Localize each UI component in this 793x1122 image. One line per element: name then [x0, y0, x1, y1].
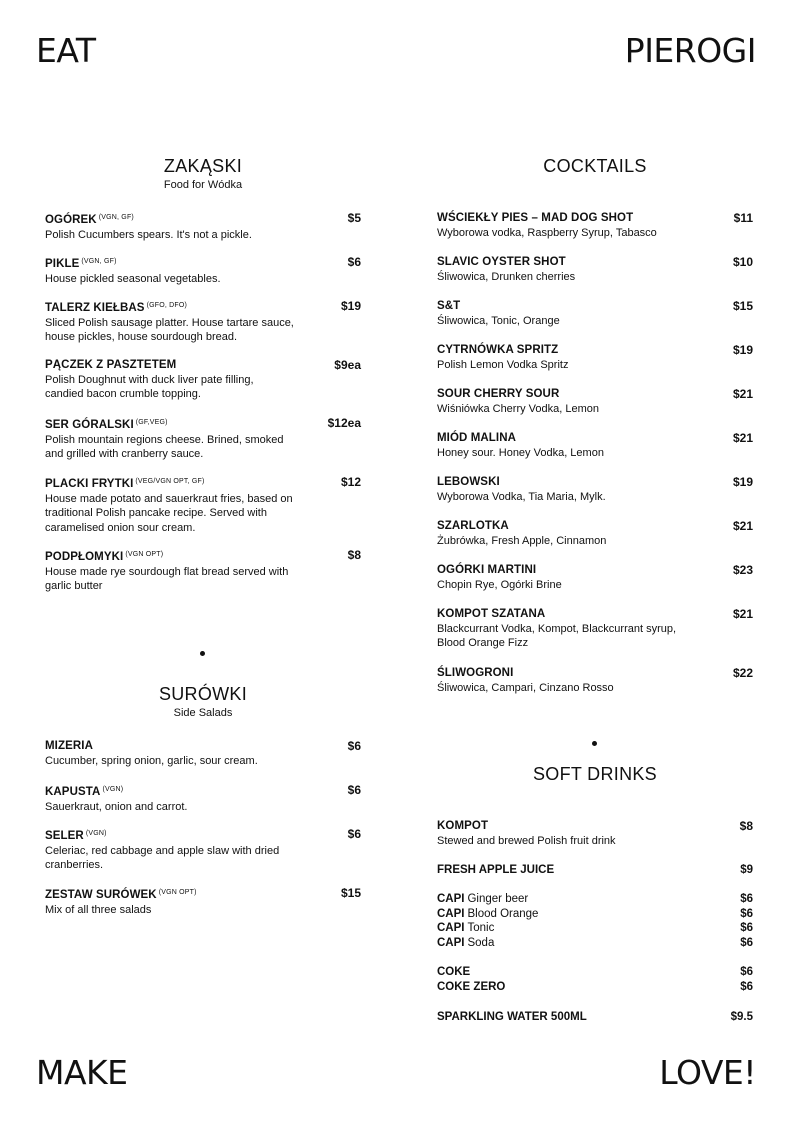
item-name-text: KAPUSTA	[45, 786, 101, 798]
diet-tag: (GF,VEG)	[135, 419, 168, 426]
item-description: Wiśniówka Cherry Vodka, Lemon	[437, 402, 600, 415]
section-subtitle: Food for Wódka	[163, 179, 243, 191]
menu-item	[45, 548, 361, 594]
item-price: $15	[732, 299, 753, 313]
item-description: Chopin Rye, Ogórki Brine	[437, 578, 562, 591]
menu-item	[437, 475, 753, 504]
item-price: $23	[732, 563, 753, 577]
item-description: Śliwowica, Drunken cherries	[437, 270, 576, 283]
menu-line	[437, 907, 753, 922]
item-name-text: PODPŁOMYKI	[45, 551, 124, 563]
item-price: $6	[740, 907, 753, 920]
menu-item	[437, 299, 753, 328]
menu-item	[437, 431, 753, 460]
item-name: OGÓRKI MARTINI	[437, 564, 537, 576]
menu-item	[45, 475, 361, 535]
menu-item	[437, 819, 753, 848]
item-name: SPARKLING WATER 500ML	[437, 1011, 587, 1023]
menu-item	[437, 519, 753, 548]
item-price: $9.5	[730, 1011, 753, 1023]
item-name-text: OGÓREK	[45, 214, 97, 226]
menu-item	[437, 387, 753, 416]
corner-word-top-right: PIEROGI	[624, 31, 756, 70]
capi-group	[437, 892, 753, 950]
section-header	[45, 683, 361, 720]
item-description: Wyborowa Vodka, Tia Maria, Mylk.	[437, 490, 606, 503]
item-name: LEBOWSKI	[437, 476, 500, 488]
item-price: $6	[740, 936, 753, 949]
item-description: Celeriac, red cabbage and apple slaw with dried cranberries.	[45, 844, 280, 871]
menu-item	[437, 255, 753, 284]
item-name-text: PIKLE	[45, 258, 80, 270]
variant-name: Ginger beer	[467, 893, 529, 905]
item-name	[45, 783, 336, 800]
item-description: Żubrówka, Fresh Apple, Cinnamon	[437, 534, 607, 547]
item-description: Mix of all three salads	[45, 903, 152, 916]
item-price: $21	[732, 387, 753, 401]
menu-item	[437, 343, 753, 372]
menu-item	[45, 416, 361, 462]
menu-item	[45, 827, 361, 873]
menu-line	[437, 1010, 753, 1025]
item-price: $19	[732, 343, 753, 357]
item-price: $6	[740, 893, 753, 905]
menu-item	[45, 211, 361, 242]
soft-drinks-section	[437, 763, 753, 785]
item-price: $6	[740, 922, 753, 934]
item-price: $11	[733, 211, 753, 225]
item-price: $6	[347, 827, 361, 841]
variant-name: Tonic	[467, 922, 495, 934]
item-price: $22	[732, 666, 753, 680]
item-price: $8	[739, 819, 753, 833]
surowki-section	[45, 683, 361, 720]
item-name	[45, 416, 295, 433]
item-name-text: PĄCZEK Z PASZTETEM	[45, 359, 177, 371]
corner-word-bottom-left: MAKE	[36, 1053, 128, 1092]
menu-item	[437, 211, 753, 240]
item-price: $5	[347, 211, 361, 225]
diet-tag: (GFO, DFO)	[146, 302, 188, 309]
diet-tag: (VGN)	[102, 786, 124, 793]
zakaski-section	[45, 155, 361, 192]
menu-line	[437, 980, 753, 995]
item-price: $6	[347, 255, 361, 269]
menu-item	[437, 563, 753, 592]
item-name-text: PLACKI FRYTKI	[45, 478, 134, 490]
item-name-text: SELER	[45, 830, 84, 842]
section-header	[45, 155, 361, 192]
section-header	[437, 763, 753, 785]
section-divider-dot	[592, 741, 597, 746]
diet-tag: (VGN, GF)	[81, 258, 117, 265]
variant-name: Blood Orange	[467, 907, 539, 920]
item-name-text: TALERZ KIEŁBAS	[45, 302, 145, 314]
item-name	[45, 299, 295, 316]
cocktails-section	[437, 155, 753, 177]
item-name	[45, 548, 307, 565]
coke-group	[437, 965, 753, 994]
item-price: $6	[740, 966, 753, 978]
item-price: $10	[732, 255, 753, 269]
item-name	[45, 255, 336, 272]
item-description: Polish Doughnut with duck liver pate filling, candied bacon crumble topping.	[45, 373, 254, 400]
menu-item	[45, 299, 361, 345]
item-price: $19	[340, 299, 361, 313]
item-price: $21	[732, 519, 753, 533]
item-description: Polish Cucumbers spears. It's not a pickle.	[45, 228, 252, 241]
diet-tag: (VEG/VGN OPT, GF)	[135, 478, 205, 485]
menu-item	[45, 783, 361, 814]
menu-line	[437, 965, 753, 980]
menu-line	[437, 863, 753, 878]
item-name: KOMPOT SZATANA	[437, 608, 546, 620]
menu-line	[437, 936, 753, 951]
menu-line	[437, 921, 753, 936]
menu-item	[45, 886, 361, 917]
item-name	[45, 827, 305, 844]
item-price: $12	[340, 475, 361, 489]
item-name	[45, 886, 329, 903]
item-description: Śliwowica, Tonic, Orange	[437, 314, 560, 327]
item-name: SZARLOTKA	[437, 520, 509, 532]
item-price: $6	[347, 739, 361, 753]
item-price: $21	[732, 607, 753, 621]
section-title: ZAKĄSKI	[163, 156, 243, 176]
item-name: S&T	[437, 300, 461, 312]
brand-name: CAPI	[437, 907, 465, 920]
item-name: FRESH APPLE JUICE	[437, 864, 555, 876]
item-name-text: ZESTAW SURÓWEK	[45, 889, 157, 901]
diet-tag: (VGN OPT)	[125, 551, 164, 558]
item-description: Cucumber, spring onion, garlic, sour cream.	[45, 754, 258, 767]
item-description: Honey sour. Honey Vodka, Lemon	[437, 446, 604, 459]
variant-name: Soda	[467, 936, 495, 949]
section-title: SURÓWKI	[158, 684, 248, 704]
menu-item	[45, 255, 361, 286]
item-name-text: SER GÓRALSKI	[45, 419, 134, 431]
menu-item	[45, 358, 361, 402]
item-price: $9	[740, 864, 753, 876]
item-name	[45, 211, 336, 228]
brand-name: CAPI	[437, 922, 465, 934]
item-name: SOUR CHERRY SOUR	[437, 388, 560, 400]
item-name	[45, 358, 275, 373]
item-name	[45, 739, 336, 754]
menu-item	[45, 739, 361, 768]
item-name: KOMPOT	[437, 820, 489, 832]
item-description: House made rye sourdough flat bread served with garlic butter	[45, 565, 289, 592]
item-description: House made potato and sauerkraut fries, based on traditional Polish pancake recipe. Served with caramelised onion sour cream.	[45, 492, 293, 534]
item-description: Stewed and brewed Polish fruit drink	[437, 834, 616, 847]
diet-tag: (VGN OPT)	[158, 889, 197, 896]
brand-name: CAPI	[437, 893, 465, 905]
item-price: $12ea	[327, 416, 361, 430]
item-name: COKE ZERO	[437, 980, 506, 993]
section-header	[437, 155, 753, 177]
item-price: $6	[347, 783, 361, 797]
item-name: WŚCIEKŁY PIES – MAD DOG SHOT	[437, 212, 634, 224]
item-description: Polish Lemon Vodka Spritz	[437, 358, 569, 371]
item-name	[45, 475, 301, 492]
item-description: Polish mountain regions cheese. Brined, smoked and grilled with cranberry sauce.	[45, 433, 284, 460]
item-description: Sliced Polish sausage platter. House tartare sauce, house pickles, house sourdough bread.	[45, 316, 294, 343]
corner-word-top-left: EAT	[36, 31, 96, 70]
brand-name: CAPI	[437, 936, 465, 949]
menu-item	[437, 666, 753, 695]
item-name-text: MIZERIA	[45, 740, 93, 752]
item-description: Śliwowica, Campari, Cinzano Rosso	[437, 681, 614, 694]
menu-item	[437, 607, 753, 651]
item-name: COKE	[437, 966, 471, 978]
section-title: COCKTAILS	[543, 156, 647, 176]
item-name: CYTRNÓWKA SPRITZ	[437, 344, 559, 356]
section-subtitle: Side Salads	[173, 707, 233, 719]
item-price: $6	[740, 980, 753, 993]
item-description: Wyborowa vodka, Raspberry Syrup, Tabasco	[437, 226, 657, 239]
item-name: ŚLIWOGRONI	[437, 667, 514, 679]
corner-word-bottom-right: LOVE!	[659, 1053, 756, 1092]
item-description: Blackcurrant Vodka, Kompot, Blackcurrant syrup, Blood Orange Fizz	[437, 622, 677, 649]
section-divider-dot	[200, 651, 205, 656]
item-description: Sauerkraut, onion and carrot.	[45, 800, 188, 813]
section-title: SOFT DRINKS	[533, 764, 657, 784]
menu-line	[437, 892, 753, 907]
item-name: MIÓD MALINA	[437, 432, 517, 444]
item-price: $9ea	[334, 358, 361, 372]
item-price: $8	[347, 548, 361, 562]
item-price: $21	[732, 431, 753, 445]
diet-tag: (VGN)	[85, 830, 107, 837]
diet-tag: (VGN, GF)	[98, 214, 134, 221]
item-name: SLAVIC OYSTER SHOT	[437, 256, 566, 268]
item-price: $19	[732, 475, 753, 489]
item-description: House pickled seasonal vegetables.	[45, 272, 221, 285]
item-price: $15	[340, 886, 361, 900]
